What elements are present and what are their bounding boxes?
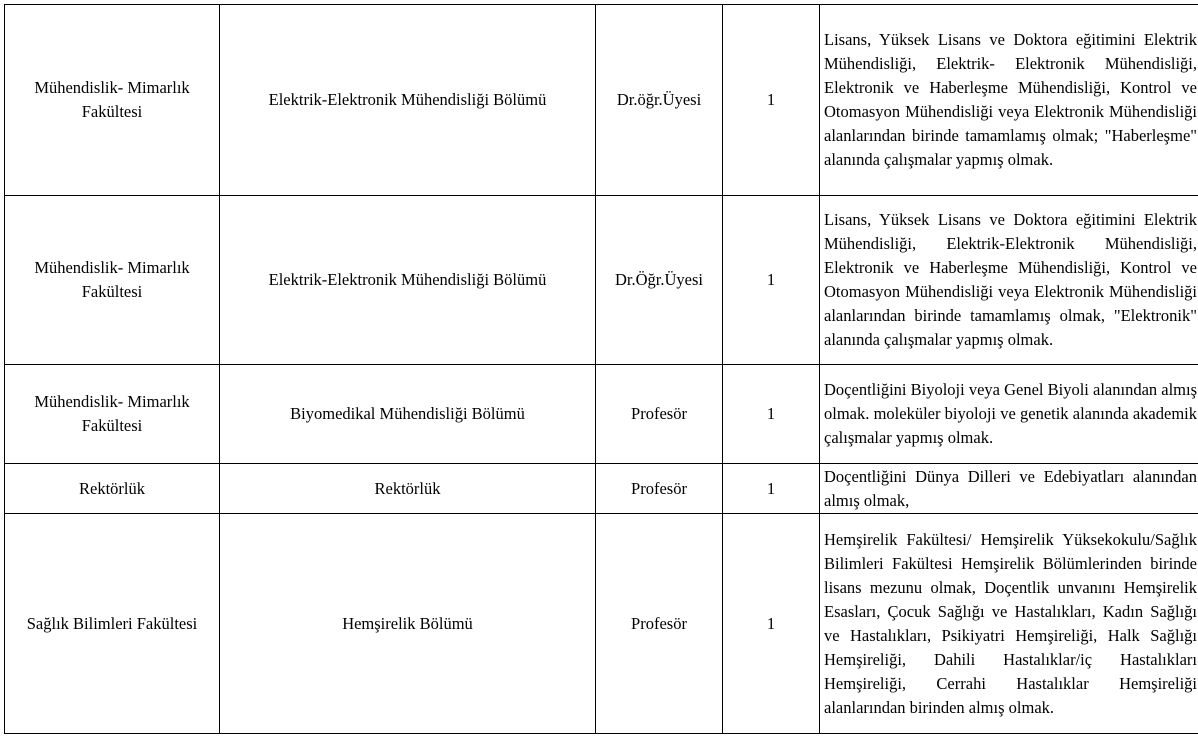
requirement-cell: Hemşirelik Fakültesi/ Hemşirelik Yüksekokulu/Sağlık Bilimleri Fakültesi Hemşirelik Bölümlerinden birinde lisans mezunu olmak, Doçentlik unvanını Hemşirelik Esasları, Çocuk Sağlığı ve Hastalıkları, Kadın Sağlığı ve Hastalıkları, Psikiyatri Hemşireliği, Halk Sağlığı Hemşireliği, Dahili Hastalıklar/iç Hastalıkları Hemşireliği, Cerrahi Hastalıklar Hemşireliği alanlarından birinden almış olmak.: [820, 514, 1198, 734]
faculty-cell: [5, 514, 220, 734]
position-count-cell: 1: [723, 196, 820, 365]
requirement-cell: Doçentliğini Dünya Dilleri ve Edebiyatları alanından almış olmak,: [820, 464, 1198, 514]
table-row: [5, 196, 1198, 365]
department-cell: [220, 5, 596, 196]
academic-title-cell: Dr.Öğr.Üyesi: [596, 196, 723, 365]
position-count-cell: 1: [723, 365, 820, 464]
department-cell: [220, 196, 596, 365]
academic-title-cell: Profesör: [596, 365, 723, 464]
requirement-cell: Lisans, Yüksek Lisans ve Doktora eğitimini Elektrik Mühendisliği, Elektrik-Elektronik Mühendisliği, Elektronik ve Haberleşme Mühendisliği, Kontrol ve Otomasyon Mühendisliği veya Elektronik Mühendisliği alanlarından birinde tamamlamış olmak, "Elektronik" alanında çalışmalar yapmış olmak.: [820, 196, 1198, 365]
department-cell: [220, 514, 596, 734]
position-count-cell: 1: [723, 514, 820, 734]
department-cell: [220, 464, 596, 514]
faculty-text: Mühendislik- Mimarlık Fakültesi: [34, 392, 190, 435]
faculty-cell: [5, 196, 220, 365]
academic-title-cell: Profesör: [596, 464, 723, 514]
faculty-cell: [5, 464, 220, 514]
position-count-cell: 1: [723, 5, 820, 196]
faculty-text: Mühendislik- Mimarlık Fakültesi: [34, 78, 190, 121]
academic-title-cell: Profesör: [596, 514, 723, 734]
position-count-cell: 1: [723, 464, 820, 514]
department-text: Hemşirelik Bölümü: [342, 613, 473, 633]
positions-table: [4, 4, 1198, 734]
table-row: [5, 464, 1198, 514]
requirement-cell: Lisans, Yüksek Lisans ve Doktora eğitimini Elektrik Mühendisliği, Elektrik- Elektronik Mühendisliği, Elektronik ve Haberleşme Mühendisliği, Kontrol ve Otomasyon Mühendisliği veya Elektronik Mühendisliği alanlarından birinde tamamlamış olmak; "Haberleşme" alanında çalışmalar yapmış olmak.: [820, 5, 1198, 196]
department-text: Elektrik-Elektronik Mühendisliği Bölümü: [268, 90, 547, 109]
academic-title-cell: Dr.öğr.Üyesi: [596, 5, 723, 196]
faculty-cell: [5, 365, 220, 464]
department-text: Biyomedikal Mühendisliği Bölümü: [290, 404, 525, 423]
faculty-text: Sağlık Bilimleri Fakültesi: [26, 613, 198, 633]
department-text: Elektrik-Elektronik Mühendisliği Bölümü: [268, 270, 547, 289]
table-row: [5, 514, 1198, 734]
faculty-text: Mühendislik- Mimarlık Fakültesi: [34, 258, 190, 301]
requirement-cell: Doçentliğini Biyoloji veya Genel Biyoli alanından almış olmak. moleküler biyoloji ve genetik alanında akademik çalışmalar yapmış olmak.: [820, 365, 1198, 464]
table-row: [5, 365, 1198, 464]
table-row: [5, 5, 1198, 196]
department-cell: [220, 365, 596, 464]
faculty-cell: [5, 5, 220, 196]
faculty-text: Rektörlük: [79, 478, 145, 498]
department-text: Rektörlük: [374, 478, 441, 498]
